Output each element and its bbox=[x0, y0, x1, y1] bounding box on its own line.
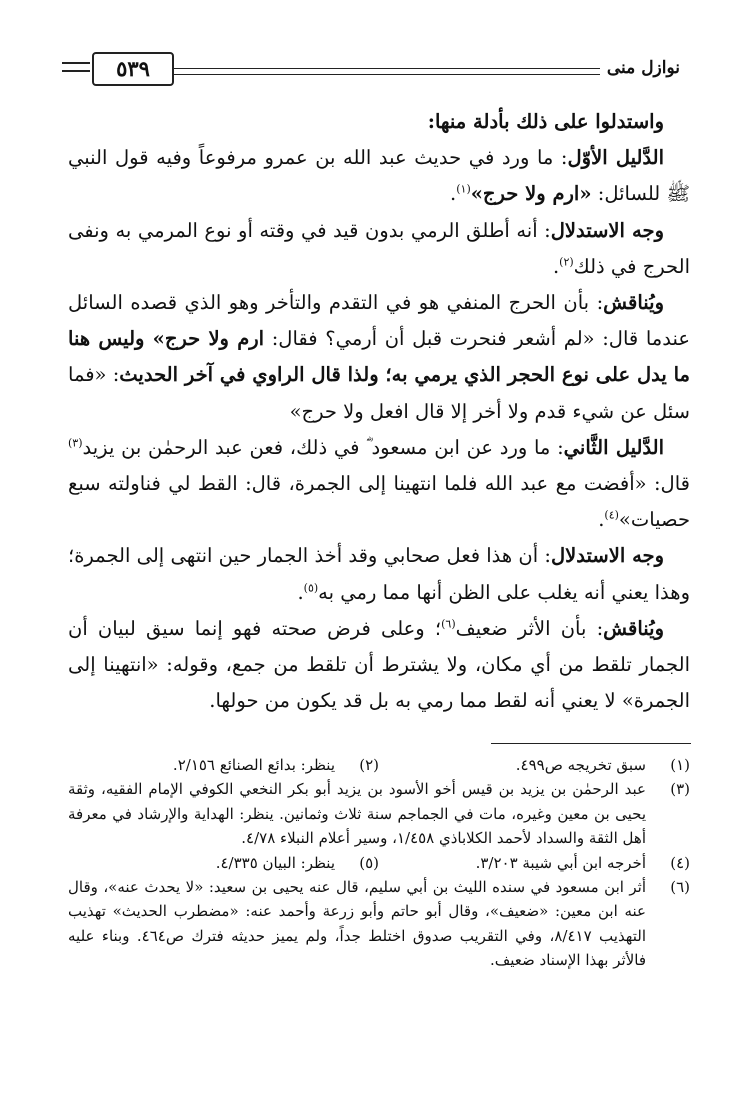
footnote-ref: (٣) bbox=[68, 436, 83, 450]
inference-label: وجه الاستدلال bbox=[550, 544, 664, 568]
inference-label: وجه الاستدلال bbox=[550, 218, 664, 242]
footnote-5 bbox=[68, 851, 379, 875]
period: . bbox=[297, 580, 304, 604]
footnote-text: سبق تخريجه ص٤٩٩. bbox=[515, 756, 646, 774]
intro-line: واستدلوا على ذلك بأدلة منها: bbox=[427, 110, 664, 133]
running-title: نوازل منى bbox=[606, 58, 680, 78]
objection-label: ويُناقش bbox=[603, 616, 664, 640]
header-dash-bottom bbox=[62, 70, 90, 72]
main-text bbox=[68, 104, 690, 719]
footnote-separator bbox=[491, 743, 691, 744]
objection-tail: : «فما سئل عن شيء قدم ولا أخر إلا قال افعل ولا حرج» bbox=[68, 363, 690, 423]
footnote-number: (٦) bbox=[670, 878, 690, 897]
footnote-number: (٥) bbox=[359, 853, 379, 872]
header-rule-bottom bbox=[174, 74, 600, 75]
footnote-2 bbox=[68, 753, 379, 777]
header-rule-top bbox=[174, 68, 600, 69]
footnote-text: ينظر: بدائع الصنائع ٢/١٥٦. bbox=[172, 756, 335, 774]
footnote-row bbox=[68, 753, 690, 777]
objection-label: ويُناقش bbox=[603, 291, 664, 315]
page-header bbox=[62, 44, 680, 94]
footnote-6 bbox=[68, 875, 690, 973]
footnote-4 bbox=[379, 851, 690, 875]
second-evidence-label: الدَّليل الثَّاني bbox=[563, 435, 665, 459]
objection-text: : بأن الحرج المنفي هو في التقدم والتأخر وهو الذي قصده السائل عندما قال: «لم أشعر فنحرت قبل أن أرمي؟ فقال: bbox=[68, 291, 690, 351]
footnote-text: أثر ابن مسعود في سنده الليث بن أبي سليم، قال عنه يحيى بن سعيد: «لا يحدث عنه»، وقال عنه ابن معين: «ضعيف»، وقال أبو حاتم وأبو زرعة وأحمد عنه: «مضطرب الحديث» تهذيب التهذيب ٨/٤١٧، وفي التقريب صدوق اختلط جداً، ولم يميز حديثه فترك ص٤٦٤. وبناء عليه فالأثر بهذا الإسناد ضعيف. bbox=[68, 878, 646, 970]
footnote-text: ينظر: البيان ٤/٣٣٥. bbox=[215, 853, 335, 872]
objection-bold: ارم ولا حرج» وليس هنا ما يدل على نوع الحجر الذي يرمي به؛ ولذا قال الراوي في آخر الحديث bbox=[68, 327, 690, 387]
second-evidence-quote: قال: «أفضت مع عبد الله فلما انتهينا إلى الجمرة، قال: القط لي فناولته سبع حصيات» bbox=[68, 472, 690, 532]
second-objection bbox=[68, 611, 690, 720]
footnote-ref: (٤) bbox=[604, 508, 619, 522]
first-evidence-quote: «ارم ولا حرج» bbox=[470, 182, 592, 206]
footnote-3 bbox=[68, 777, 690, 850]
footnote-ref: (٢) bbox=[559, 255, 574, 269]
inference-text: : أنه أطلق الرمي بدون قيد في وقته أو نوع المرمي به ونفى الحرج في ذلك bbox=[68, 218, 690, 278]
header-dash-top bbox=[62, 62, 90, 64]
first-evidence-label: الدَّليل الأوّل bbox=[567, 146, 665, 170]
objection-text: : بأن الأثر ضعيف bbox=[455, 616, 604, 640]
inference-text: : أن هذا فعل صحابي وقد أخذ الجمار حين انتهى إلى الجمرة؛ وهذا يعني أنه يغلب على الظن أنها مما رمي به bbox=[68, 544, 690, 604]
first-objection bbox=[68, 285, 690, 430]
footnote-row bbox=[68, 851, 690, 875]
first-evidence-text: : ما ورد في حديث عبد الله بن عمرو مرفوعاً وفيه قول النبي ﷺ للسائل: bbox=[68, 146, 690, 206]
footnote-text: عبد الرحمٰن بن يزيد بن قيس أخو الأسود بن يزيد أبو بكر النخعي الكوفي الإمام الفقيه، وثقة يحيى بن معين وغيره، مات في الجماجم سنة ثلاث وثمانين. ينظر: الهداية والإرشاد في معرفة أهل الثقة والسداد لأحمد الكلاباذي ١/٤٥٨، وسير أعلام النبلاء ٤/٧٨. bbox=[68, 780, 646, 848]
footnote-text: أخرجه ابن أبي شيبة ٣/٢٠٣. bbox=[475, 853, 646, 872]
footnotes bbox=[68, 753, 690, 973]
footnote-1 bbox=[379, 753, 690, 777]
second-inference bbox=[68, 538, 690, 610]
footnote-number: (٢) bbox=[359, 756, 379, 774]
footnote-number: (٤) bbox=[670, 853, 690, 872]
footnote-number: (١) bbox=[670, 756, 690, 774]
objection-text-cont: ؛ وعلى فرض صحته فهو إنما سيق لبيان أن الجمار تلقط من أي مكان، ولا يشترط أن تلقط من جمع، وقوله: «انتهينا إلى الجمرة» لا يعني أنه لقط مما رمي به بل قد يكون من حولها. bbox=[68, 616, 690, 713]
period: . bbox=[598, 508, 605, 532]
second-evidence-text: : ما ورد عن ابن مسعود ؓ في ذلك، فعن عبد الرحمٰن بن يزيد bbox=[82, 435, 564, 459]
footnote-ref: (٦) bbox=[441, 617, 456, 631]
first-inference bbox=[68, 213, 690, 285]
period: . bbox=[552, 254, 560, 278]
footnote-ref: (٥) bbox=[303, 581, 319, 595]
period: . bbox=[450, 182, 457, 206]
second-evidence bbox=[68, 430, 690, 539]
first-evidence bbox=[68, 140, 690, 212]
footnote-number: (٣) bbox=[670, 780, 690, 799]
page-number: ٥٣٩ bbox=[92, 52, 174, 86]
footnote-ref: (١) bbox=[456, 182, 471, 196]
